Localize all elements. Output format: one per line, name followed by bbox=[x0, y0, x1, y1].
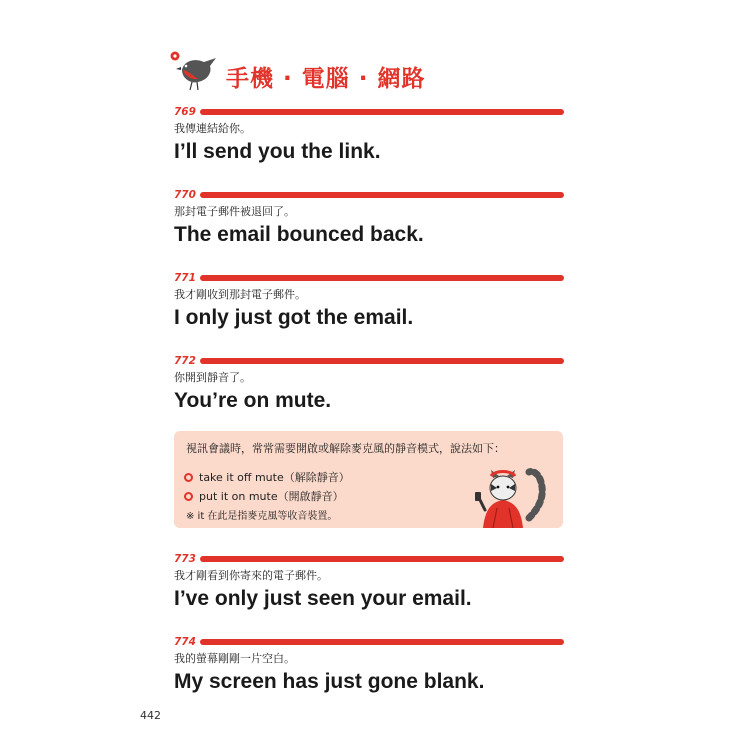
phrase-entry bbox=[174, 105, 564, 165]
phrase-entry bbox=[174, 635, 564, 695]
chinese-sentence: 你開到靜音了。 bbox=[174, 371, 251, 384]
entry-divider bbox=[200, 192, 564, 198]
raccoon-illustration-icon bbox=[473, 458, 553, 528]
section-title: 手機 · 電腦 · 網路 bbox=[226, 66, 426, 92]
entry-number: 774 bbox=[174, 636, 196, 648]
phrase-entry bbox=[174, 354, 564, 414]
entry-divider bbox=[200, 639, 564, 645]
english-sentence: My screen has just gone blank. bbox=[174, 670, 485, 693]
entry-divider bbox=[200, 556, 564, 562]
note-item bbox=[184, 488, 344, 504]
note-item bbox=[184, 469, 350, 485]
chinese-sentence: 我的螢幕剛剛一片空白。 bbox=[174, 652, 295, 665]
chinese-sentence: 我傳連結給你。 bbox=[174, 122, 251, 135]
robin-bird-icon bbox=[168, 48, 220, 92]
english-sentence: I’ll send you the link. bbox=[174, 140, 381, 163]
entry-header bbox=[174, 635, 564, 649]
entry-number: 770 bbox=[174, 189, 196, 201]
english-sentence: I’ve only just seen your email. bbox=[174, 587, 472, 610]
phrase-entry bbox=[174, 552, 564, 612]
entry-header bbox=[174, 105, 564, 119]
chinese-sentence: 我才剛看到你寄來的電子郵件。 bbox=[174, 569, 328, 582]
entry-divider bbox=[200, 109, 564, 115]
note-item-text: put it on mute（開啟靜音） bbox=[199, 490, 344, 503]
english-sentence: I only just got the email. bbox=[174, 306, 414, 329]
chinese-sentence: 我才剛收到那封電子郵件。 bbox=[174, 288, 306, 301]
entry-header bbox=[174, 188, 564, 202]
english-sentence: You’re on mute. bbox=[174, 389, 332, 412]
chinese-sentence: 那封電子郵件被退回了。 bbox=[174, 205, 295, 218]
entry-divider bbox=[200, 275, 564, 281]
entry-number: 771 bbox=[174, 272, 196, 284]
entry-header bbox=[174, 354, 564, 368]
circle-bullet-icon bbox=[184, 492, 193, 501]
entry-number: 769 bbox=[174, 106, 196, 118]
english-sentence: The email bounced back. bbox=[174, 223, 424, 246]
phrase-entry bbox=[174, 188, 564, 248]
entry-divider bbox=[200, 358, 564, 364]
entry-number: 772 bbox=[174, 355, 196, 367]
circle-bullet-icon bbox=[184, 473, 193, 482]
note-footnote: ※ it 在此是指麥克風等收音裝置。 bbox=[186, 511, 338, 522]
entry-number: 773 bbox=[174, 553, 196, 565]
entry-header bbox=[174, 271, 564, 285]
page-number: 442 bbox=[140, 709, 161, 722]
usage-note-box bbox=[174, 431, 563, 528]
entry-header bbox=[174, 552, 564, 566]
note-intro: 視訊會議時，常常需要開啟或解除麥克風的靜音模式，說法如下： bbox=[186, 442, 505, 455]
phrase-entry bbox=[174, 271, 564, 331]
note-item-text: take it off mute（解除靜音） bbox=[199, 471, 350, 484]
